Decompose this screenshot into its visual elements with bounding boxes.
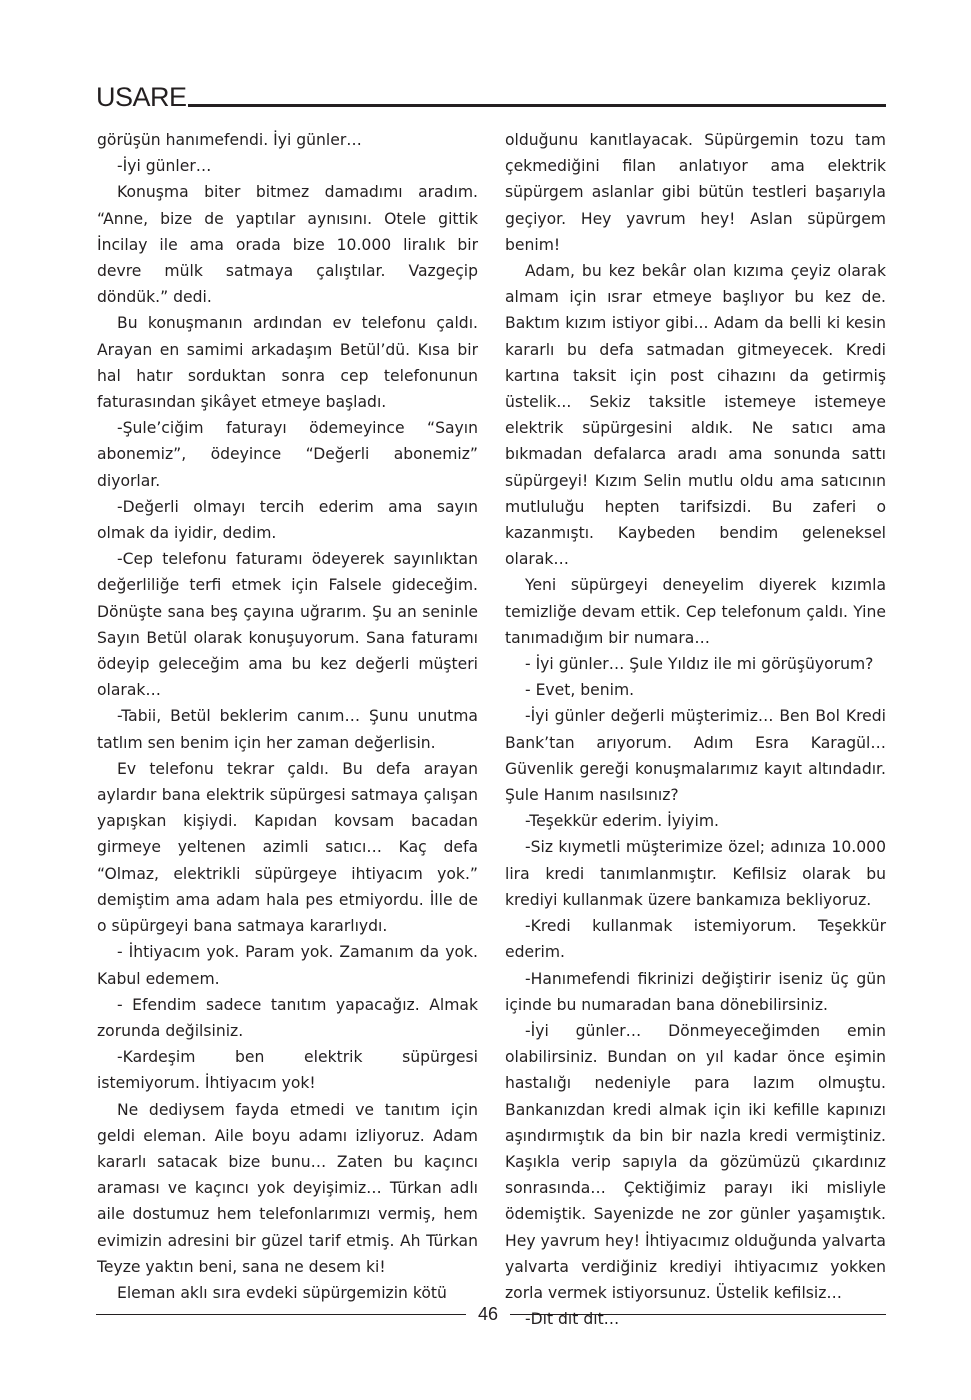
header-rule xyxy=(188,104,886,107)
paragraph: -İyi günler… Dönmeyeceğimden emin olabilirsiniz. Bundan on yıl kadar önce eşimin hastalığı nedeniyle para lazım olmuştu. Bankanızdan kredi almak için iki kefille kapınızı aşındırmıştık da bin bir nazla kredi vermiştiniz. Kaşıkla verip sapıyla da gözümüzü çıkardınız sonrasında… Çektiğimiz parayı iki misliyle ödemiştik. Sayenizde ne zor günler yaşamıştık. Hey yavrum hey! İhtiyacımız olduğunda yalvarta yalvarta verdiğiniz krediyi ihtiyacımız yokken zorla vermek istiyorsunuz. Üstelik kefilsiz… xyxy=(505,1021,886,1302)
paragraph: -İyi günler… xyxy=(117,157,212,176)
page-footer xyxy=(96,1300,886,1330)
paragraph: -İyi günler değerli müşterimiz… Ben Bol Kredi Bank’tan arıyorum. Adım Esra Karagül… Güvenlik gereği konuşmalarımız kayıt altındadır. Şule Hanım nasılsınız? xyxy=(505,707,886,805)
paragraph: -Şule’ciğim faturayı ödemeyince “Sayın abonemiz”, ödeyince “Değerli abonemiz” diyorlar. xyxy=(97,419,478,490)
paragraph: -Dıt dıt dıt… xyxy=(525,1310,620,1329)
right-column xyxy=(505,127,886,1332)
paragraph: - Efendim sadece tanıtım yapacağız. Almak zorunda değilsiniz. xyxy=(97,995,478,1040)
paragraph: -Siz kıymetli müşterimize özel; adınıza 10.000 lira kredi tanımlanmıştır. Kefilsiz olarak bu krediyi kullanmak üzere bankamıza bekliyoruz. xyxy=(505,838,886,909)
paragraph: Ne dediysem fayda etmedi ve tanıtım için geldi eleman. Aile boyu adamı izliyoruz. Adam kararlı satacak bize bunu… Zaten bu kaçıncı araması ve kaçıncı yok deyişimiz… Türkan adlı aile dostumuz hem telefonlarımızı vermiş, hem evimizin adresini bir güzel tarif etmiş. Ah Türkan Teyze yaktın beni, sana ne desem ki! xyxy=(97,1100,478,1276)
paragraph: Adam, bu kez bekâr olan kızıma çeyiz olarak almam için ısrar etmeye başlıyor bu kez de. Baktım kızım istiyor gibi... Adam da belli ki kesin kararlı bu defa satmadan gitmeyecek. Kredi kartına taksit için post cihazını da getirmiş üstelik... Sekiz taksitle istemeye istemeye elektrik süpürgesini aldık. Ne satıcı ama bıkmadan defalarca aradı ama sonunda sattı süpürgeyi! Kızım Selin mutlu oldu ama satıcının mutluluğu hepten tarifsizdi. Bu zaferi o kazanmıştı. Kaybeden bendim geleneksel olarak… xyxy=(505,262,886,569)
paragraph: -Hanımefendi fikrinizi değiştirir iseniz üç gün içinde bu numaradan bana dönebilirsiniz. xyxy=(505,969,886,1014)
footer-rule-right xyxy=(510,1314,886,1315)
paragraph: -Cep telefonu faturamı ödeyerek sayınlıktan değerliliğe terfi etmek için Falsele gideceğim. Dönüşte sana beş çayına uğrarım. Şu an seninle Sayın Betül olarak konuşuyorum. Sana faturamı ödeyip geleceğim ama bu kez değerli müşteri olarak… xyxy=(97,550,478,700)
page-number: 46 xyxy=(477,1304,499,1324)
footer-rule-left xyxy=(96,1314,466,1315)
running-title: USARE xyxy=(96,82,187,112)
paragraph: - Evet, benim. xyxy=(525,681,635,700)
paragraph: Eleman aklı sıra evdeki süpürgemizin kötü xyxy=(117,1283,447,1302)
paragraph: -Kardeşim ben elektrik süpürgesi istemiyorum. İhtiyacım yok! xyxy=(97,1048,478,1093)
paragraph: - İhtiyacım yok. Param yok. Zamanım da yok. Kabul edemem. xyxy=(97,943,478,988)
paragraph: Konuşma biter bitmez damadımı aradım. “Anne, bize de yaptılar aynısını. Otele gittik İncilay ile ama orada bize 10.000 liralık bir devre mülk satmaya çalıştılar. Vazgeçip döndük.” dedi. xyxy=(97,183,478,307)
paragraph: -Değerli olmayı tercih ederim ama sayın olmak da iyidir, dedim. xyxy=(97,497,478,543)
paragraph: -Teşekkür ederim. İyiyim. xyxy=(525,812,720,831)
paragraph: Ev telefonu tekrar çaldı. Bu defa arayan aylardır bana elektrik süpürgesi satmaya çalışan yapışkan kişiydi. Kapıdan kovsam bacadan girmeye yeltenen azimli satıcı… Kaç defa “Olmaz, elektrikli süpürgeye ihtiyacım yok.” demiştim ama adam hala pes etmiyordu. İlle de o süpürgeyi bana satmaya kararlıydı. xyxy=(97,759,478,936)
left-column xyxy=(97,127,478,1306)
paragraph: -Tabii, Betül beklerim canım… Şunu unutma tatlım sen benim için her zaman değerlisin. xyxy=(97,707,478,752)
paragraph: Bu konuşmanın ardından ev telefonu çaldı. Arayan en samimi arkadaşım Betül’dü. Kısa bir hal hatır sorduktan sonra cep telefonunun faturasından şikâyet etmeye başladı. xyxy=(97,314,478,412)
paragraph: görüşün hanımefendi. İyi günler… xyxy=(97,131,362,149)
paragraph: Yeni süpürgeyi deneyelim diyerek kızımla temizliğe devam ettik. Cep telefonum çaldı. Yine tanımadığım bir numara… xyxy=(505,576,886,647)
paragraph: - İyi günler… Şule Yıldız ile mi görüşüyorum? xyxy=(525,655,874,674)
page-header xyxy=(96,82,886,112)
paragraph: -Kredi kullanmak istemiyorum. Teşekkür ederim. xyxy=(505,917,886,962)
paragraph: olduğunu kanıtlayacak. Süpürgemin tozu tam çekmediğini filan anlatıyor ama elektrik süpürgem aslanlar gibi bütün testleri başarıyla geçiyor. Hey yavrum hey! Aslan süpürgem benim! xyxy=(505,131,886,254)
